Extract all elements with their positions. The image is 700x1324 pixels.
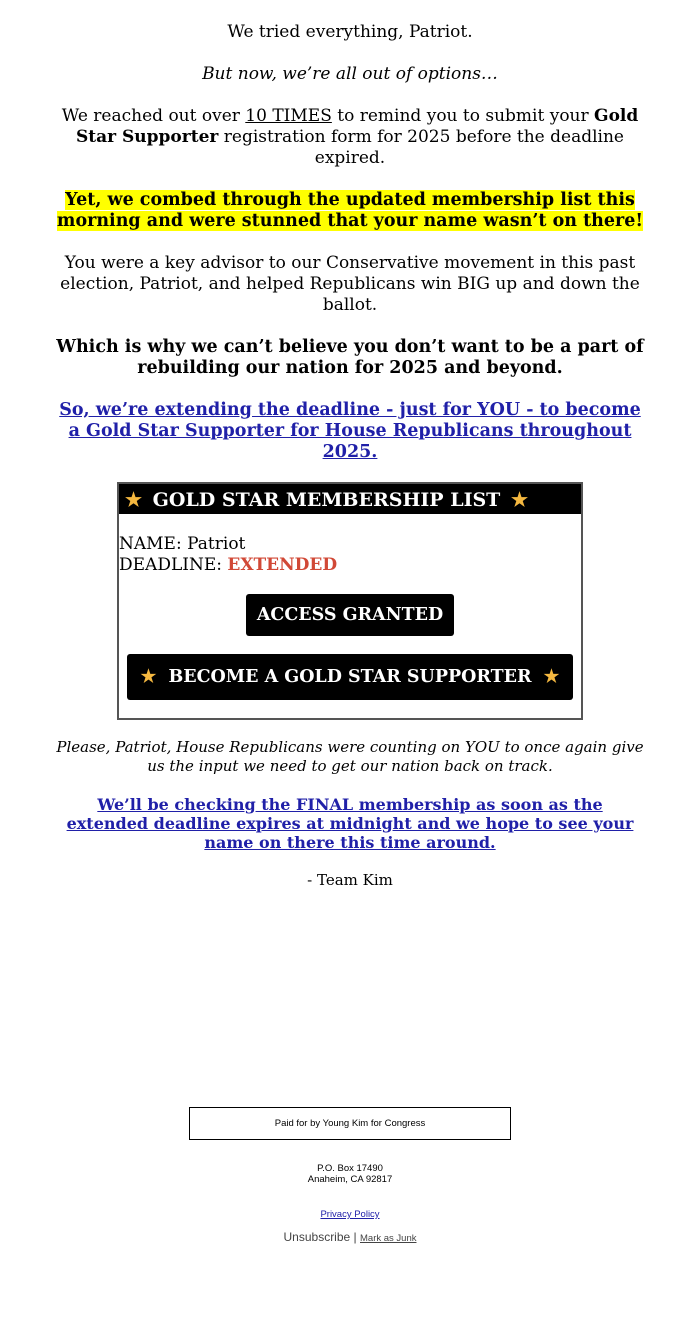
mark-as-junk-link[interactable]: Mark as Junk xyxy=(360,1233,417,1244)
star-icon: ★ xyxy=(510,489,528,511)
opening-line: We tried everything, Patriot. xyxy=(227,22,473,42)
extend-deadline-link[interactable]: So, we’re extending the deadline - just for YOU - to become a Gold Star Supporter for House Republicans throughout 2025. xyxy=(59,400,641,462)
star-icon: ★ xyxy=(543,667,560,687)
options-line: But now, we’re all out of options… xyxy=(202,64,498,84)
deadline-status: EXTENDED xyxy=(227,555,338,575)
access-granted-button[interactable]: ACCESS GRANTED xyxy=(246,594,454,636)
paid-for-disclaimer: Paid for by Young Kim for Congress xyxy=(189,1107,511,1140)
membership-card-title: GOLD STAR MEMBERSHIP LIST xyxy=(152,489,501,511)
deadline-row: DEADLINE: EXTENDED xyxy=(119,555,338,575)
privacy-policy-link[interactable]: Privacy Policy xyxy=(320,1209,380,1220)
star-icon: ★ xyxy=(140,667,157,687)
name-row: NAME: Patriot xyxy=(119,534,246,554)
unsubscribe-link[interactable]: Unsubscribe xyxy=(283,1230,351,1244)
advisor-paragraph: You were a key advisor to our Conservative movement in this past election, Patriot, and helped Republicans win BIG up and down the ballot. xyxy=(60,253,640,315)
email-body xyxy=(55,0,645,890)
mailing-address: P.O. Box 17490 Anaheim, CA 92817 xyxy=(307,1163,393,1185)
counting-paragraph: Please, Patriot, House Republicans were counting on YOU to once again give us the input we need to get our nation back on track. xyxy=(56,738,644,775)
final-membership-link[interactable]: We’ll be checking the FINAL membership as soon as the extended deadline expires at midnight and we hope to see your name on there this time around. xyxy=(66,795,634,852)
signature: - Team Kim xyxy=(307,871,393,889)
believe-paragraph: Which is why we can’t believe you don’t want to be a part of rebuilding our nation for 2025 and beyond. xyxy=(56,337,644,378)
unsubscribe-row: Unsubscribe | Mark as Junk xyxy=(283,1230,417,1244)
name-value: Patriot xyxy=(187,534,246,554)
membership-card xyxy=(117,482,583,720)
become-supporter-button[interactable]: ★ BECOME A GOLD STAR SUPPORTER ★ xyxy=(127,654,574,700)
gold-star-supporter-text: Gold Star Supporter xyxy=(76,106,639,147)
highlight-paragraph: Yet, we combed through the updated membership list this morning and were stunned that your name wasn’t on there! xyxy=(56,190,644,231)
star-icon: ★ xyxy=(125,489,143,511)
reminder-paragraph: We reached out over 10 TIMES to remind you to submit your Gold Star Supporter registration form for 2025 before the deadline expired. xyxy=(61,106,639,168)
times-count: 10 TIMES xyxy=(245,106,332,126)
membership-card-header xyxy=(119,484,581,514)
